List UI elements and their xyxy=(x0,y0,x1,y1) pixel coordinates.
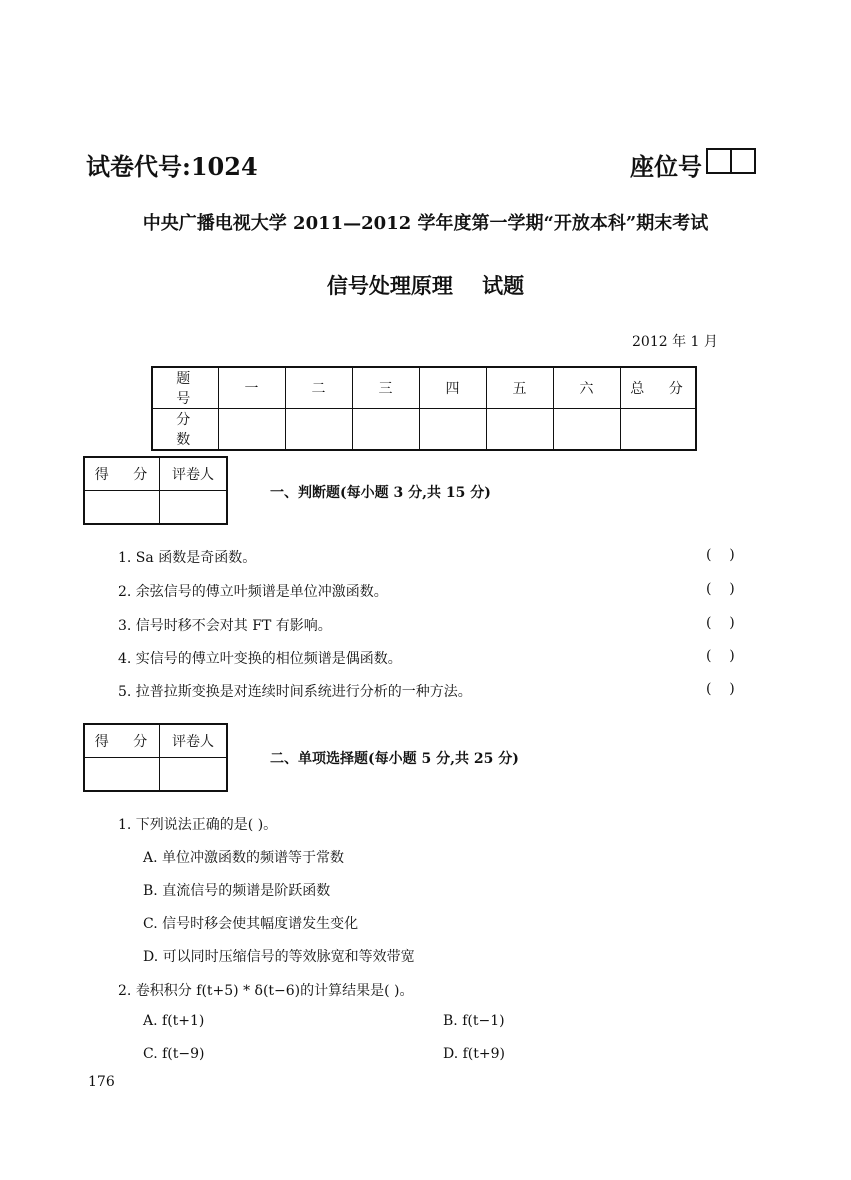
score-table xyxy=(151,366,697,451)
grader-box-section2 xyxy=(83,723,228,792)
score-table-score-row xyxy=(152,409,696,451)
score-col-header: 二 xyxy=(285,367,352,409)
grader-name-label: 评卷人 xyxy=(160,457,228,491)
mcq-option: A. 单位冲激函数的频谱等于常数 xyxy=(143,850,345,866)
mcq-stem: 2. 卷积积分 f(t+5) * δ(t−6)的计算结果是( )。 xyxy=(118,983,414,999)
seat-number-label: 座位号 xyxy=(630,152,702,181)
score-col-header: 四 xyxy=(419,367,486,409)
grader-score-label: 得 分 xyxy=(84,457,160,491)
mcq-option: A. f(t+1) xyxy=(143,1013,205,1029)
score-cell xyxy=(553,409,620,451)
score-cell xyxy=(419,409,486,451)
grader-score-label: 得 分 xyxy=(84,724,160,758)
judgement-question: 5. 拉普拉斯变换是对连续时间系统进行分析的一种方法。 xyxy=(118,684,472,700)
score-cell xyxy=(352,409,419,451)
answer-paren: ( ) xyxy=(706,648,735,664)
score-cell xyxy=(620,409,696,451)
grader-name-cell xyxy=(160,491,228,525)
seat-box xyxy=(708,150,732,172)
judgement-question: 3. 信号时移不会对其 FT 有影响。 xyxy=(118,618,332,634)
exam-date: 2012 年 1 月 xyxy=(632,334,718,350)
score-cell xyxy=(285,409,352,451)
page-number: 176 xyxy=(88,1074,115,1090)
mcq-option: B. f(t−1) xyxy=(443,1013,505,1029)
grader-name-cell xyxy=(160,758,228,792)
grader-name-label: 评卷人 xyxy=(160,724,228,758)
judgement-question: 2. 余弦信号的傅立叶频谱是单位冲激函数。 xyxy=(118,584,388,600)
grader-box-section1 xyxy=(83,456,228,525)
score-col-header: 五 xyxy=(486,367,553,409)
score-table-header-row xyxy=(152,367,696,409)
mcq-option: D. 可以同时压缩信号的等效脉宽和等效带宽 xyxy=(143,949,415,965)
score-col-header: 一 xyxy=(218,367,285,409)
score-cell xyxy=(486,409,553,451)
answer-paren: ( ) xyxy=(706,547,735,563)
mcq-option: D. f(t+9) xyxy=(443,1046,505,1062)
mcq-option: C. f(t−9) xyxy=(143,1046,205,1062)
seat-box xyxy=(732,150,754,172)
grader-score-cell xyxy=(84,758,160,792)
score-cell xyxy=(218,409,285,451)
score-col-header: 六 xyxy=(553,367,620,409)
score-label: 分 数 xyxy=(152,409,218,451)
paper-title: 信号处理原理 试题 xyxy=(326,273,525,298)
answer-paren: ( ) xyxy=(706,681,735,697)
mcq-stem: 1. 下列说法正确的是( )。 xyxy=(118,817,278,833)
exam-title: 中央广播电视大学 2011—2012 学年度第一学期“开放本科”期末考试 xyxy=(142,213,709,234)
score-col-header: 三 xyxy=(352,367,419,409)
section2-title: 二、单项选择题(每小题 5 分,共 25 分) xyxy=(270,751,519,767)
question-number-label: 题 号 xyxy=(152,367,218,409)
paper-code: 试卷代号:1024 xyxy=(86,152,258,181)
answer-paren: ( ) xyxy=(706,615,735,631)
answer-paren: ( ) xyxy=(706,581,735,597)
mcq-option: B. 直流信号的频谱是阶跃函数 xyxy=(143,883,331,899)
mcq-option: C. 信号时移会使其幅度谱发生变化 xyxy=(143,916,359,932)
section1-title: 一、判断题(每小题 3 分,共 15 分) xyxy=(270,485,491,501)
seat-number-boxes xyxy=(706,148,756,174)
judgement-question: 4. 实信号的傅立叶变换的相位频谱是偶函数。 xyxy=(118,651,402,667)
score-col-header: 总 分 xyxy=(620,367,696,409)
judgement-question: 1. Sa 函数是奇函数。 xyxy=(118,550,257,566)
grader-score-cell xyxy=(84,491,160,525)
